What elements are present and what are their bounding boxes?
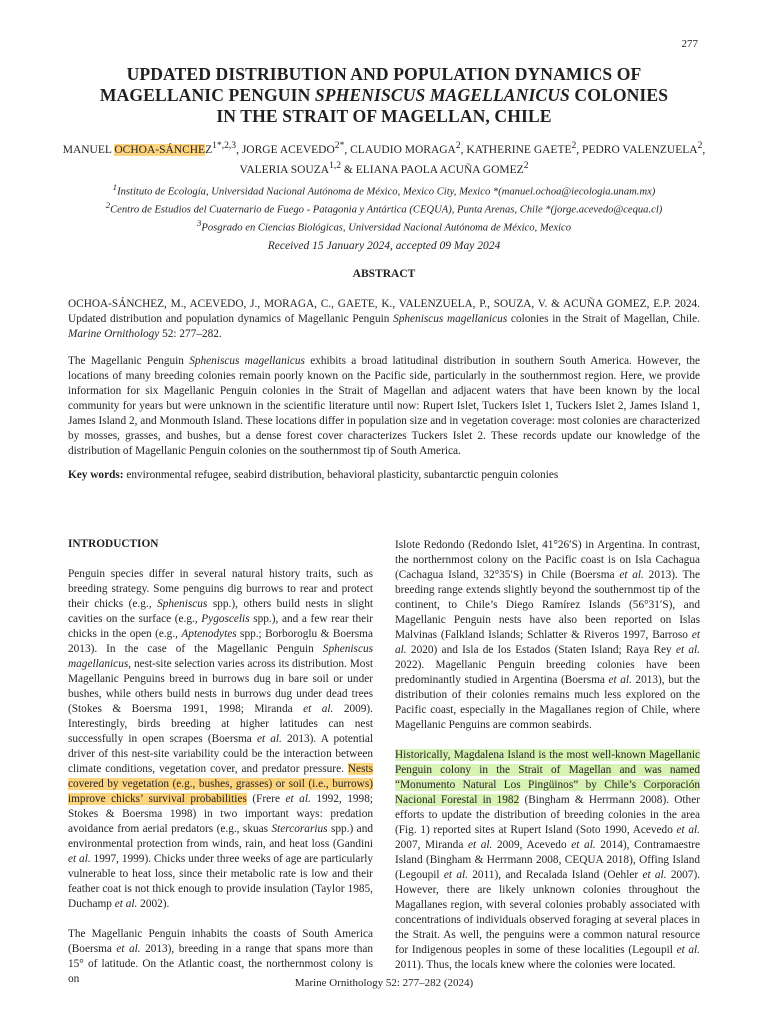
- italic-text: Spheniscus: [157, 598, 208, 610]
- italic-text: et al.: [285, 793, 311, 805]
- section-heading-introduction: INTRODUCTION: [68, 538, 159, 550]
- author-affiliation-marker: 2: [523, 159, 529, 171]
- citation-species-name: Spheniscus magellanicus: [393, 313, 508, 325]
- italic-text: et al.: [116, 943, 141, 955]
- paragraph-text: 2002).: [137, 898, 170, 910]
- paragraph: [395, 748, 700, 973]
- italic-text: Stercorarius: [271, 823, 328, 835]
- affiliation-text: Posgrado en Ciencias Biológicas, Universidad Nacional Autónoma de México, Mexico: [201, 222, 572, 234]
- citation-text: OCHOA-SÁNCHEZ, M., ACEVEDO, J., MORAGA, C., GAETE, K., VALENZUELA, P., SOUZA, V. & ACUÑA GOMEZ, E.P. 2024. Updated distribution and population dynamics of Magellanic Penguin: [68, 298, 700, 325]
- paragraph-text: 2011). Thus, the locals knew where the colonies were located.: [395, 959, 676, 971]
- keywords-label: Key words:: [68, 469, 124, 481]
- highlighted-text: Historically, Magdalena Island is the most well-known Magellanic Penguin colony in the Strait of Magellan and was named “Monumento Natural Los Pingüinos” by Chile’s Corporación Nacional Forestal in 1982: [395, 749, 700, 806]
- paragraph-text: 2011), and Recalada Island (Oehler: [467, 869, 643, 881]
- title-text: MAGELLANIC PENGUIN: [99, 85, 315, 105]
- author-list: [60, 138, 708, 178]
- citation-journal-name: Marine Ornithology: [68, 328, 160, 340]
- paragraph-text: Penguin species differ in several natural history traits, such as breeding strategy. Some penguins dig burrows to rear and protect their chicks (e.g.,: [68, 568, 373, 610]
- citation-text: colonies in the Strait of Magellan, Chile.: [507, 313, 700, 325]
- author-affiliation-marker: 2: [571, 140, 577, 151]
- paragraph-text: 2020) and Isla de los Estados (Staten Island; Raya Rey: [406, 644, 676, 656]
- title-line-3: IN THE STRAIT OF MAGELLAN, CHILE: [216, 106, 552, 126]
- affiliation-line: [50, 199, 718, 217]
- author-affiliation-marker: 2: [455, 140, 461, 151]
- abstract-text: The Magellanic Penguin: [68, 355, 190, 367]
- highlighted-text: Nests covered by vegetation (e.g., bushes, grasses) or soil (i.e., burrows) improve chicks’ survival probabilities: [68, 763, 373, 805]
- author-separator: ,: [702, 143, 706, 156]
- italic-text: et al.: [676, 944, 701, 956]
- right-column: [395, 538, 700, 988]
- author-name: & ELIANA PAOLA ACUÑA GOMEZ: [341, 163, 524, 176]
- paragraph-text: 2014), Contramaestre Island (Bingham & Herrmann 2008, CEQUA 2018), Offing Island (Legoupil: [395, 839, 700, 881]
- italic-text: Aptenodytes: [181, 628, 237, 640]
- paragraph-text: , nest-site selection varies across its distribution. Most Magellanic Penguins breed in burrows dug in bare soil or under bushes, while others build nests in burrows dug under dead trees (Stokes & Boersma 1991, 1998; Miranda: [68, 658, 373, 715]
- italic-text: et al.: [114, 898, 138, 910]
- abstract-heading: ABSTRACT: [352, 268, 416, 280]
- paragraph-text: Islote Redondo (Redondo Islet, 41°26′S) in Argentina. In contrast, the northernmost colony on the Pacific coast is on Isla Cachagua (Cachagua Island, 32°35′S) in Chile (Boersma: [395, 539, 700, 581]
- author-name: , PEDRO VALENZUELA: [576, 143, 698, 156]
- italic-text: et al.: [571, 839, 596, 851]
- abstract-species-name: Spheniscus magellanicus: [189, 355, 305, 367]
- italic-text: et al.: [675, 644, 701, 656]
- received-dates: Received 15 January 2024, accepted 09 May 2024: [267, 240, 501, 252]
- italic-text: et al.: [256, 733, 282, 745]
- paragraph-text: 2009, Acevedo: [492, 839, 572, 851]
- affiliation-marker: 3: [196, 218, 202, 229]
- paragraph-text: 2013), but the distribution of their colonies remains much less explored on the Pacific coast, especially in the Magallanes region of Chile, where Magellanic Penguins are common seabirds.: [395, 674, 701, 731]
- author-name: , KATHERINE GAETE: [460, 143, 572, 156]
- paragraph-text: 2013). The breeding range extends slightly beyond the southernmost tip of the continent, to Chile’s Diego Ramírez Islands (56°31′S), and Magellanic Penguin nests have also been reported on Islas Malvinas (Falkland Islands; Schlatter & Riveros 1997, Barroso: [395, 569, 701, 641]
- paragraph-text: 1992, 1998; Stokes & Boersma 1998) in two important ways: predation avoidance from aerial predators (e.g., skuas: [68, 793, 373, 835]
- paragraph-text: spp.; Borboroglu & Boersma 2013). In the case of the Magellanic Penguin: [68, 628, 373, 655]
- author-affiliation-marker: 1,2: [329, 159, 342, 171]
- affiliation-line: [50, 181, 718, 199]
- affiliation-text: Instituto de Ecología, Universidad Nacional Autónoma de México, Mexico City, Mexico *(manuel.ochoa@iecologia.unam.mx): [117, 186, 656, 198]
- paragraph-text: 2013), breeding in a range that spans more than 15° of latitude. On the Atlantic coast, the northernmost colony is on: [68, 943, 373, 985]
- affiliation-line: [50, 217, 718, 235]
- author-name: VALERIA SOUZA: [239, 163, 330, 176]
- affiliation-marker: 1: [112, 182, 118, 192]
- italic-text: Pygoscelis: [201, 613, 250, 625]
- italic-text: et al.: [443, 869, 468, 881]
- author-affiliation-marker: 2: [697, 140, 703, 151]
- title-line-1: UPDATED DISTRIBUTION AND POPULATION DYNAMICS OF: [126, 64, 642, 84]
- paragraph-text: 2013). A potential driver of this nest-site variability could be the interaction between climate conditions, vegetation cover, and predator pressure.: [68, 733, 374, 775]
- italic-text: et al.: [642, 869, 667, 881]
- paragraph: [68, 567, 373, 912]
- italic-text: et al.: [608, 674, 632, 686]
- italic-text: et al.: [303, 703, 334, 715]
- keywords-text: environmental refugee, seabird distribution, behavioral plasticity, subantarctic penguin colonies: [123, 469, 559, 481]
- abstract-text: exhibits a broad latitudinal distribution in southern South America. However, the locations of many breeding colonies remain poorly known on the Pacific side, particularly in the southernmost region. Here, we provide information for six Magellanic Penguin colonies in the Strait of Magellan and adjacent waters that have been known by the local community for years but were unknown in the scientific literature until now: Rupert Islet, Tuckers Islet 1, Tuckers Islet 2, James Island 1, James Island 2, and Monmouth Island. These locations differ in population size and in vegetation coverage: most colonies are characterized by mosses, grasses, and bushes, but a dense forest cover characterizes Tuckers Islet 2. These records update our knowledge of the distribution of Magellanic Penguin colonies on the southernmost tip of South America.: [68, 355, 700, 457]
- article-title: [60, 64, 708, 127]
- highlighted-author-name: OCHOA-SÁNCHE: [114, 143, 206, 156]
- author-name: , CLAUDIO MORAGA: [344, 143, 456, 156]
- citation-text: 52: 277–282.: [159, 328, 222, 340]
- paragraph: [395, 538, 700, 733]
- affiliation-text: Centro de Estudios del Cuaternario de Fuego - Patagonia y Antártica (CEQUA), Punta Arenas, Chile *(jorge.acevedo@cequa.cl): [110, 204, 663, 216]
- paragraph-text: spp.), others build nests in slight cavities on the surface (e.g.,: [68, 598, 373, 625]
- left-column: [68, 537, 373, 1002]
- abstract-body: [68, 354, 700, 459]
- article-citation: [68, 297, 700, 342]
- paragraph-text: 1997, 1999). Chicks under three weeks of age are particularly vulnerable to heat loss, since their metabolic rate is low and their feather coat is not thick enough to provide insulation (Taylor 1985, Duchamp: [68, 853, 373, 910]
- page-footer: Marine Ornithology 52: 277–282 (2024): [294, 977, 474, 989]
- paragraph-text: spp.), and a few rear their chicks in the open (e.g.,: [68, 613, 374, 640]
- paragraph-text: 2007). However, there are likely unknown colonies throughout the Magallanes region, with several colonies probably associated with concentrations of individuals observed foraging at several places in the Strait. As well, the penguins were a common natural resource for Indigenous peoples in some of these localities (Legoupil: [395, 869, 701, 956]
- paragraph-text: spp.) and environmental protection from winds, rain, and heat loss (Gandini: [68, 823, 373, 850]
- italic-text: et al.: [676, 824, 700, 836]
- affiliations: [50, 181, 718, 235]
- title-species-name: SPHENISCUS MAGELLANICUS: [314, 85, 570, 105]
- title-line-2: [60, 85, 708, 106]
- italic-text: et al.: [619, 569, 644, 581]
- italic-text: et al.: [395, 629, 700, 656]
- paragraph-text: (Bingham & Herrmann 2008). Other efforts to update the distribution of breeding colonies in the area (Fig. 1) reported sites at Rupert Island (Soto 1990, Acevedo: [395, 794, 700, 836]
- author-affiliation-marker: 1*,2,3: [212, 140, 237, 151]
- author-name: MANUEL: [62, 143, 115, 156]
- paragraph-text: 2022). Magellanic Penguin breeding colonies have been predominantly studied in Argentina (Boersma: [395, 659, 700, 686]
- italic-text: et al.: [467, 839, 493, 851]
- italic-text: et al.: [68, 853, 91, 865]
- keywords: [68, 468, 700, 483]
- italic-text: Spheniscus magellanicus: [68, 643, 373, 670]
- author-name: Z: [205, 143, 213, 156]
- paragraph-text: The Magellanic Penguin inhabits the coasts of South America (Boersma: [68, 928, 373, 955]
- page-number: 277: [681, 38, 698, 50]
- title-text: COLONIES: [569, 85, 669, 105]
- paragraph-text: 2007, Miranda: [395, 839, 468, 851]
- affiliation-marker: 2: [105, 200, 111, 211]
- author-affiliation-marker: 2*: [334, 140, 345, 151]
- author-name: , JORGE ACEVEDO: [236, 143, 335, 156]
- paragraph-text: (Frere: [246, 793, 286, 805]
- paragraph-text: 2009). Interestingly, birds breeding at higher latitudes can nest successfully in open scrapes (Boersma: [68, 703, 373, 745]
